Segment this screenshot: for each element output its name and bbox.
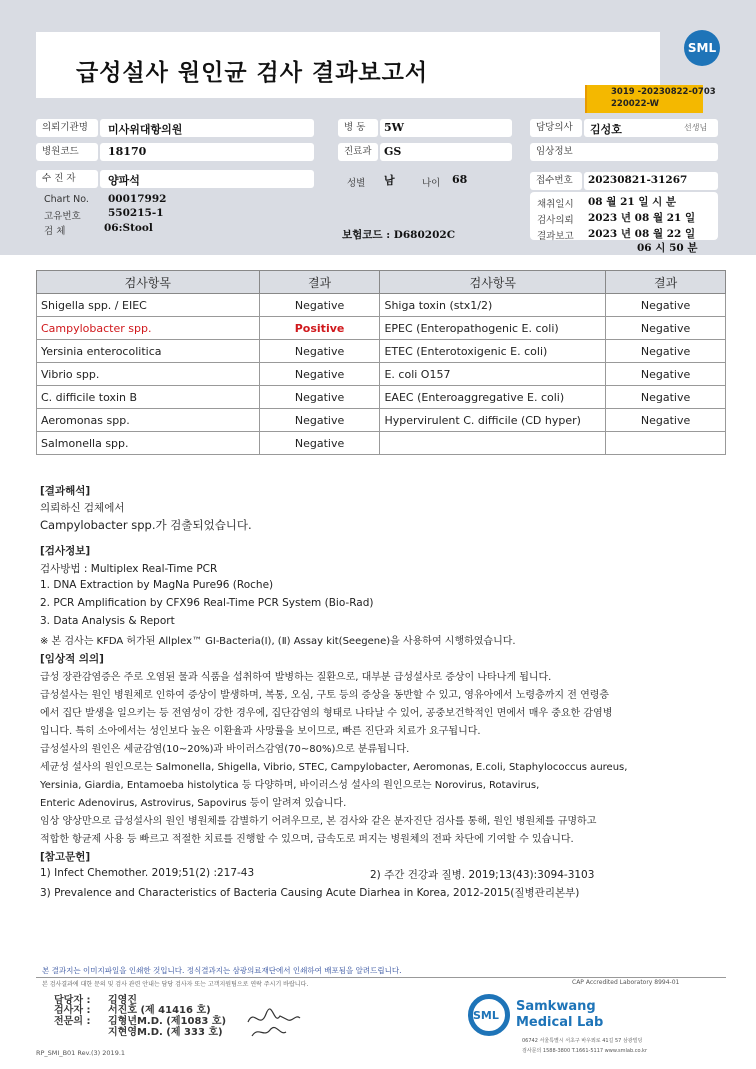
test-result: Negative (606, 409, 726, 432)
clinical-line: Yersinia, Giardia, Entamoeba histolytica 등 다양하며, 바이러스성 설사의 원인으로는 Norovirus, Rotavirus, (40, 780, 540, 791)
test-item-positive: Campylobacter spp. (37, 317, 260, 340)
hospital-code-label: 병원코드 (36, 143, 98, 161)
specimen-value: 06:Stool (104, 222, 153, 234)
insurance-code: 보험코드 : D680202C (342, 229, 456, 241)
sex-label: 성별 (347, 178, 366, 189)
table-row (37, 317, 726, 340)
clinical-line: 급성설사는 원인 병원체로 인하여 증상이 발생하며, 복통, 오심, 구토 등의 증상을 동반할 수 있고, 영유아에서 노령층까지 전 연령층 (40, 690, 610, 701)
test-item: EPEC (Enteropathogenic E. coli) (380, 317, 606, 340)
request-label: 검사의뢰 (537, 215, 574, 226)
form-code: RP_SMI_B01 Rev.(3) 2019.1 (36, 1049, 126, 1057)
report-code-line1: 3019 -20230822-0703 (611, 87, 716, 97)
test-result: Negative (259, 363, 380, 386)
table-row (37, 340, 726, 363)
report-code-line2: 220022-W (611, 99, 660, 109)
test-result: Negative (259, 294, 380, 317)
test-result: Negative (259, 432, 380, 455)
interpretation-line1: 의뢰하신 검체에서 (40, 502, 125, 514)
clinical-line: 세균성 설사의 원인으로는 Salmonella, Shigella, Vibrio, STEC, Campylobacter, Aeromonas, E.coli, Staphylococcus aureus, (40, 762, 628, 773)
test-info-line: 3. Data Analysis & Report (40, 615, 175, 627)
footer-divider (36, 977, 726, 978)
results-table (36, 270, 726, 455)
test-item: C. difficile toxin B (37, 386, 260, 409)
test-result (606, 432, 726, 455)
header-result: 결과 (259, 271, 380, 294)
test-result: Negative (259, 340, 380, 363)
lab-address-2: 검사문의 1588-3800 T.1661-5117 www.smlab.co.kr (522, 1048, 647, 1054)
accession-value: 20230821-31267 (588, 174, 688, 186)
doctor-value: 김성호 (590, 123, 622, 136)
clinical-line: 에서 집단 발생을 일으키는 등 전염성이 강한 경우에, 집단감염의 형태로 나타날 수 있어, 공중보건학적인 면에서 매우 중요한 감염병 (40, 708, 613, 719)
interpretation-heading: [결과해석] (40, 485, 91, 497)
staff-label: 담당자 : (54, 995, 91, 1006)
test-item: EAEC (Enteroaggregative E. coli) (380, 386, 606, 409)
sex-value: 남 (384, 174, 395, 187)
test-info-line: 2. PCR Amplification by CFX96 Real-Time PCR System (Bio-Rad) (40, 597, 374, 609)
test-info-line: ※ 본 검사는 KFDA 허가된 Allplex™ GI-Bacteria(Ⅰ), (Ⅱ) Assay kit(Seegene)을 사용하여 시행하였습니다. (40, 636, 516, 647)
table-row (37, 363, 726, 386)
references-heading: [참고문헌] (40, 851, 91, 863)
interpretation-line2: Campylobacter spp.가 검출되었습니다. (40, 518, 252, 532)
reference-item: 2) 주간 건강과 질병. 2019;13(43):3094-3103 (370, 869, 595, 881)
staff-name: 서진호 (제 41416 호) (108, 1005, 211, 1016)
id-value: 550215-1 (108, 207, 164, 219)
test-item: ETEC (Enterotoxigenic E. coli) (380, 340, 606, 363)
header-test-item: 검사항목 (380, 271, 606, 294)
clinical-heading: [임상적 의의] (40, 653, 104, 665)
table-row (37, 432, 726, 455)
id-label: 고유번호 (44, 211, 81, 222)
test-result: Negative (259, 409, 380, 432)
ward-value: 5W (384, 121, 405, 134)
clinical-line: 급성설사의 원인은 세균감염(10~20%)과 바이러스감염(70~80%)으로 분류됩니다. (40, 744, 410, 755)
footer-small-notice: 본 검사결과에 대한 문의 및 검사 관련 안내는 담당 검사자 또는 고객지원팀으로 연락 주시기 바랍니다. (42, 981, 309, 988)
test-item: Yersinia enterocolitica (37, 340, 260, 363)
report-title: 급성설사 원인균 검사 결과보고서 (76, 60, 429, 86)
header-result: 결과 (606, 271, 726, 294)
footer-notice: 본 결과지는 이미지파일을 인쇄한 것입니다. 정식결과지는 삼광의료재단에서 인쇄하여 배포됨을 알려드립니다. (42, 966, 402, 975)
test-item: Salmonella spp. (37, 432, 260, 455)
institution-label: 의뢰기관명 (36, 119, 98, 137)
table-row (37, 409, 726, 432)
staff-name: 김영진 (108, 995, 137, 1006)
patient-label: 수 진 자 (36, 170, 98, 188)
patient-name: 양파석 (108, 174, 140, 187)
test-result: Negative (606, 386, 726, 409)
lab-name-1: Samkwang (516, 999, 596, 1014)
staff-name: 김형년M.D. (제1083 호) (108, 1016, 227, 1027)
ward-label: 병 동 (338, 119, 378, 137)
table-row (37, 386, 726, 409)
dept-label: 진료과 (338, 143, 378, 161)
test-info-heading: [검사정보] (40, 545, 91, 557)
samkwang-logo-text: SML (473, 1009, 499, 1022)
doctor-label: 담당의사 (530, 119, 582, 137)
test-item: E. coli O157 (380, 363, 606, 386)
report-value: 2023 년 08 월 22 일 (588, 228, 696, 240)
doctor-suffix: 선생님 (684, 123, 708, 132)
report-label: 결과보고 (537, 231, 574, 242)
test-item: Shiga toxin (stx1/2) (380, 294, 606, 317)
clinical-line: 입니다. 특히 소아에서는 성인보다 높은 이환율과 사망률을 보이므로, 빠른 진단과 치료가 요구됩니다. (40, 726, 481, 737)
test-item (380, 432, 606, 455)
table-header-row (37, 271, 726, 294)
dept-value: GS (384, 145, 402, 158)
chart-label: Chart No. (44, 194, 89, 205)
lab-name-2: Medical Lab (516, 1015, 604, 1030)
age-label: 나이 (422, 178, 441, 189)
test-result: Negative (606, 340, 726, 363)
clinical-line: Enteric Adenovirus, Astrovirus, Sapovirus 등이 알려져 있습니다. (40, 798, 347, 809)
test-item: Vibrio spp. (37, 363, 260, 386)
signature-image (244, 1000, 302, 1040)
clinical-line: 임상 양상만으로 급성설사의 원인 병원체를 감별하기 어려우므로, 본 검사와 같은 분자진단 검사를 통해, 원인 병원체를 규명하고 (40, 816, 597, 827)
specimen-label: 검 체 (44, 226, 66, 237)
staff-label: 검사자 : (54, 1005, 91, 1016)
header-test-item: 검사항목 (37, 271, 260, 294)
reference-item: 3) Prevalence and Characteristics of Bacteria Causing Acute Diarhea in Korea, 2012-2015(질병관리본부) (40, 887, 580, 899)
clinical-info-label: 임상정보 (530, 143, 718, 161)
table-row (37, 294, 726, 317)
test-item: Aeromonas spp. (37, 409, 260, 432)
test-info-line: 1. DNA Extraction by MagNa Pure96 (Roche) (40, 579, 274, 591)
lab-address-1: 06742 서울특별시 서초구 바우뫼로 41길 57 삼광빌딩 (522, 1038, 643, 1044)
sml-logo: SML (684, 30, 720, 66)
clinical-line: 적합한 항균제 사용 등 빠르고 적절한 치료를 진행할 수 있으며, 급속도로 퍼지는 병원체의 전파 차단에 기여할 수 있습니다. (40, 834, 574, 845)
hospital-code-value: 18170 (108, 145, 147, 158)
test-info-line: 검사방법 : Multiplex Real-Time PCR (40, 563, 218, 575)
test-result: Negative (606, 294, 726, 317)
collect-label: 채취일시 (537, 199, 574, 210)
test-result: Negative (606, 317, 726, 340)
test-result-positive: Positive (259, 317, 380, 340)
age-value: 68 (452, 173, 468, 186)
staff-label: 전문의 : (54, 1016, 91, 1027)
institution-value: 미사위대항의원 (108, 123, 183, 136)
collect-value: 08 월 21 일 시 분 (588, 196, 677, 208)
report-time: 06 시 50 분 (637, 242, 698, 254)
test-result: Negative (606, 363, 726, 386)
accession-label: 접수번호 (530, 172, 582, 190)
test-result: Negative (259, 386, 380, 409)
reference-item: 1) Infect Chemother. 2019;51(2) :217-43 (40, 867, 255, 879)
chart-value: 00017992 (108, 193, 167, 205)
clinical-line: 급성 장관감염증은 주로 오염된 물과 식품을 섭취하여 발병하는 질환으로, 대부분 급성설사로 증상이 나타나게 됩니다. (40, 672, 552, 683)
cap-accreditation: CAP Accredited Laboratory 8994-01 (572, 979, 680, 986)
staff-name: 지현영M.D. (제 333 호) (108, 1027, 223, 1038)
request-value: 2023 년 08 월 21 일 (588, 212, 696, 224)
test-item: Shigella spp. / EIEC (37, 294, 260, 317)
test-item: Hypervirulent C. difficile (CD hyper) (380, 409, 606, 432)
